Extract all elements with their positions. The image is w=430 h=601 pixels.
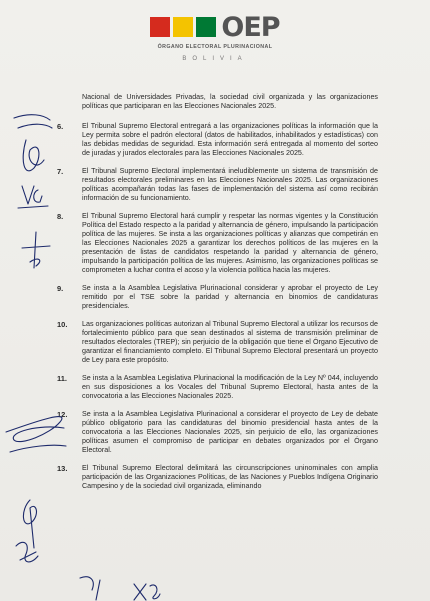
clause-6 (57, 122, 378, 158)
clause-10 (57, 320, 378, 365)
signature-6 (16, 542, 38, 562)
signature-1 (14, 115, 52, 171)
country-name: BOLIVIA (182, 56, 248, 62)
clause-number: 12. (57, 410, 68, 420)
clause-number: 7. (57, 167, 64, 177)
clause-number: 9. (57, 284, 64, 294)
logo-yellow-square (173, 17, 193, 37)
clause-text: El Tribunal Supremo Electoral hará cumplir y respetar las normas vigentes y la Constitución Política del Estado respecto a la paridad y alternancia de género, impulsando la participación política de las mujeres. Se insta a las organizaciones políticas y alianzas que competirán en las Elecciones Nacionales 2025 a garantizar los derechos políticos de las mujeres en la presentación de listas de candidatos respetando la paridad y alternancia de género, impulsando la participación política de las mujeres. Asimismo, las organizaciones políticas se comprometen a luchar contra el acoso y la violencia política hacia las mujeres. (82, 212, 378, 275)
signature-5 (23, 500, 36, 548)
clause-number: 10. (57, 320, 68, 330)
logo-text: OEP (221, 11, 280, 43)
signature-3 (22, 232, 50, 268)
oep-logo (0, 10, 430, 44)
clause-text: El Tribunal Supremo Electoral delimitará las circunscripciones uninominales con amplia participación de las Organizaciones Políticas, de las Naciones y Pueblos Indígena Originario Campesino y de la sociedad civil organizada, eliminando (82, 464, 378, 491)
initials-vg (18, 186, 48, 208)
signature-7 (80, 577, 100, 600)
clause-12 (57, 410, 378, 455)
clause-11 (57, 374, 378, 401)
clause-13 (57, 464, 378, 491)
organization-name: ÓRGANO ELECTORAL PLURINACIONAL (157, 44, 273, 50)
clause-number: 11. (57, 374, 68, 384)
clause-text: Se insta a la Asamblea Legislativa Plurinacional a considerar el proyecto de Ley de debate público obligatorio para las candidaturas del binomio presidencial hasta antes de la convocatoria a las Elecciones Nacionales 2025, sin perjuicio de ello, las organizaciones políticas asumen el compromiso de participar en debates organizados por el Órgano Electoral. (82, 410, 378, 455)
letterhead (0, 10, 430, 62)
clause-text: Se insta a la Asamblea Legislativa Plurinacional considerar y aprobar el proyecto de Ley remitido por el TSE sobre la paridad y alternancia en binomios de candidaturas presidenciales. (82, 284, 378, 311)
agreement-body (57, 86, 378, 500)
clause-9 (57, 284, 378, 311)
clause-8 (57, 212, 378, 275)
clause-text: Las organizaciones políticas autorizan al Tribunal Supremo Electoral a utilizar los recursos de fortalecimiento público para que sean destinados al sistema de transmisión preliminar de resultados electorales (TREP); sin perjuicio de la obligación que tiene el Órgano Ejecutivo de garantizar el financiamiento completo. El Tribunal Supremo Electoral presentará un proyecto de Ley para este propósito. (82, 320, 378, 365)
clause-number: 8. (57, 212, 64, 222)
clause-7 (57, 167, 378, 203)
logo-green-square (196, 17, 216, 37)
clause-text: El Tribunal Supremo Electoral entregará a las organizaciones políticas la información que la Ley permita sobre el padrón electoral (datos de habilitados, inhabilitados y estadísticas) con las debidas medidas de seguridad. Esta información será entregada al momento del sorteo de juradas y jurados electorales para las Elecciones Nacionales 2025. (82, 122, 378, 158)
continuation-paragraph: Nacional de Universidades Privadas, la sociedad civil organizada y las organizaciones políticas que participaran en las Elecciones Nacionales 2025. (82, 93, 378, 111)
clause-text: El Tribunal Supremo Electoral implementará ineludiblemente un sistema de transmisión de resultados electorales preliminares en las Elecciones Nacionales 2025. Las organizaciones políticas acompañarán todas las fases de implementación del sistema así como recibirán información de su funcionamiento. (82, 167, 378, 203)
logo-red-square (150, 17, 170, 37)
signature-8 (134, 584, 160, 600)
clause-number: 6. (57, 122, 64, 132)
signature-4 (6, 417, 66, 452)
clause-number: 13. (57, 464, 68, 474)
clause-text: Se insta a la Asamblea Legislativa Plurinacional la modificación de la Ley Nº 044, incluyendo en sus disposiciones a los Vocales del Tribunal Supremo Electoral, hasta antes de la convocatoria a las Elecciones Nacionales 2025. (82, 374, 378, 401)
